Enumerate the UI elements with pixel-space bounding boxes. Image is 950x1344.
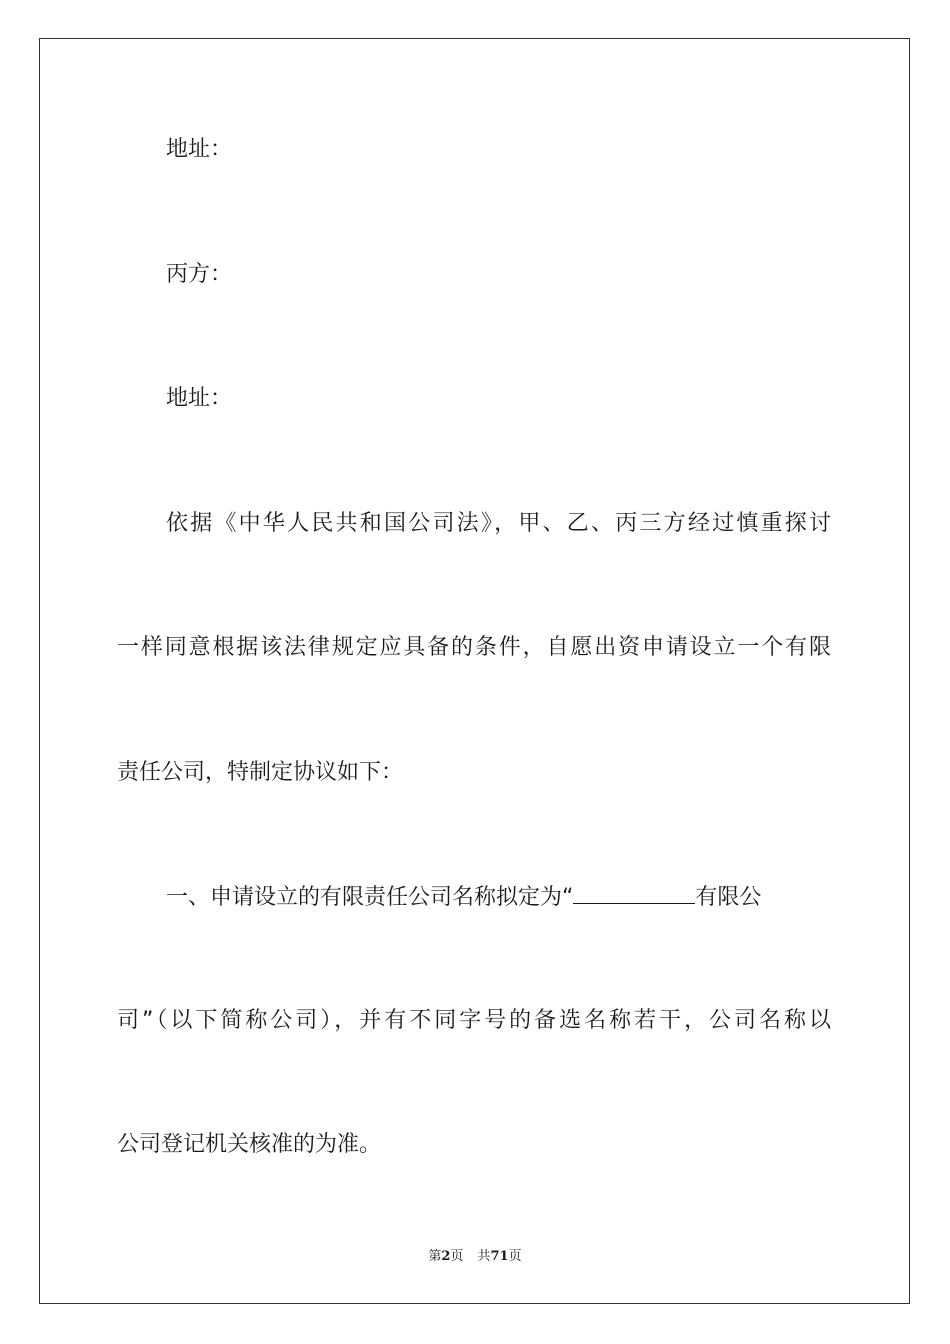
clause-1-line-2: 司”（以下简称公司），并有不同字号的备选名称若干，公司名称以	[117, 1008, 831, 1033]
footer-page-number: 2	[441, 1249, 451, 1264]
footer-page-prefix: 第	[428, 1249, 442, 1264]
paragraph-1-line-1: 依据《中华人民共和国公司法》，甲、乙、丙三方经过慎重探讨	[166, 511, 831, 536]
page-border	[39, 38, 910, 1304]
page-footer	[0, 1249, 950, 1265]
clause-1-line-1	[166, 883, 761, 912]
paragraph-1-line-2: 一样同意根据该法律规定应具备的条件，自愿出资申请设立一个有限	[117, 635, 831, 660]
clause-1-text-before-blank: 一、申请设立的有限责任公司名称拟定为“	[166, 885, 574, 910]
footer-page-suffix: 页	[450, 1249, 464, 1264]
footer-total-pages: 71	[490, 1249, 509, 1264]
footer-total-suffix: 页	[508, 1249, 522, 1264]
paragraph-1-line-3: 责任公司，特制定协议如下：	[117, 760, 404, 785]
company-name-blank	[573, 883, 695, 904]
party-c-line: 丙方：	[166, 262, 233, 287]
clause-1-text-after-blank: 有限公	[695, 885, 762, 910]
footer-total-prefix: 共	[477, 1249, 491, 1264]
clause-1-line-3: 公司登记机关核准的为准。	[117, 1132, 382, 1157]
address-line-2: 地址：	[166, 386, 233, 411]
address-line-1: 地址：	[166, 137, 233, 162]
